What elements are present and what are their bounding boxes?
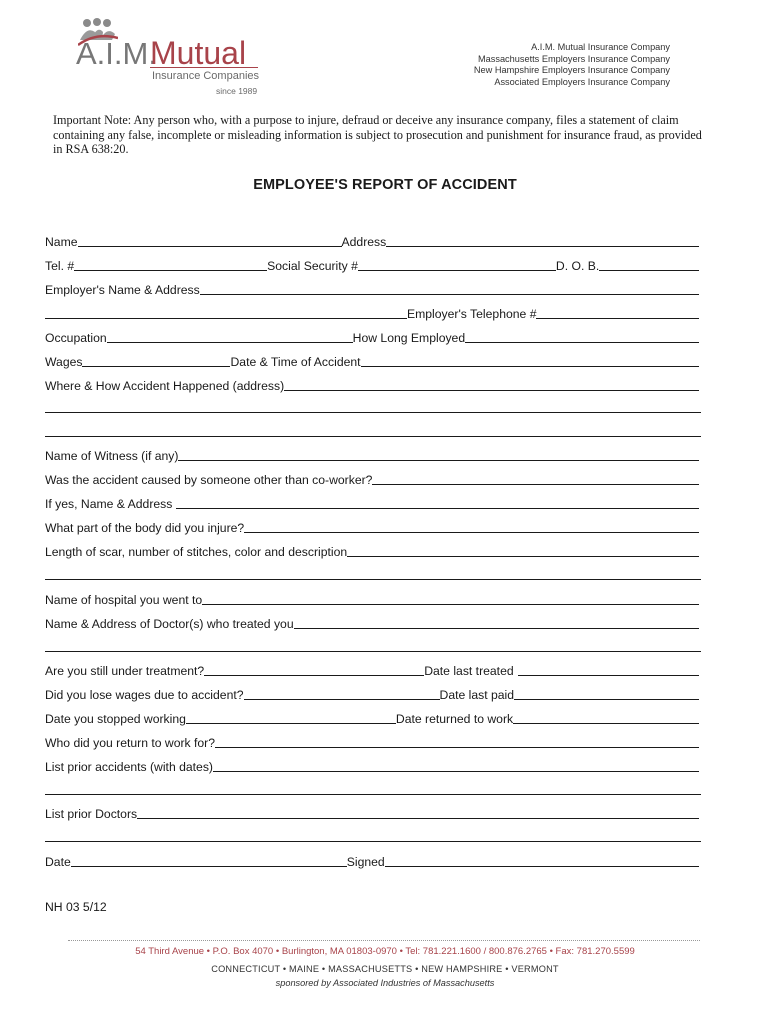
row-lose-wages — [45, 686, 699, 702]
address-label: Address — [341, 235, 387, 249]
occupation-field[interactable] — [107, 342, 353, 343]
where-how-field[interactable] — [284, 390, 699, 391]
row-where-how — [45, 377, 699, 393]
prior-doctors-line-2[interactable] — [45, 841, 701, 842]
caused-by-field[interactable] — [372, 484, 699, 485]
prior-doctors-label: List prior Doctors — [45, 807, 138, 821]
row-date-stopped — [45, 710, 699, 726]
doctors-field[interactable] — [294, 628, 699, 629]
doctors-line-2[interactable] — [45, 651, 701, 652]
date-last-treated-field[interactable] — [518, 675, 699, 676]
witness-label: Name of Witness (if any) — [45, 449, 179, 463]
body-part-label: What part of the body did you injure? — [45, 521, 245, 535]
prior-accidents-field[interactable] — [213, 771, 699, 772]
doctors-label: Name & Address of Doctor(s) who treated you — [45, 617, 294, 631]
form-code: NH 03 5/12 — [45, 900, 107, 914]
company-name: New Hampshire Employers Insurance Company — [473, 65, 670, 75]
row-employer-phone — [45, 305, 699, 321]
company-name: Associated Employers Insurance Company — [494, 76, 670, 87]
witness-field[interactable] — [178, 460, 699, 461]
prior-accidents-label: List prior accidents (with dates) — [45, 760, 213, 774]
row-occupation — [45, 329, 699, 345]
row-if-yes — [45, 495, 699, 511]
footer-states: CONNECTICUT • MAINE • MASSACHUSETTS • NEW HAMPSHIRE • VERMONT — [211, 964, 559, 974]
date-stopped-label: Date you stopped working — [45, 712, 186, 726]
row-date-signed — [45, 853, 699, 869]
tel-field[interactable] — [74, 270, 267, 271]
row-witness — [45, 447, 699, 463]
employer-name-address-label: Employer's Name & Address — [45, 283, 200, 297]
name-field[interactable] — [78, 246, 342, 247]
ssn-label: Social Security # — [267, 259, 358, 273]
name-label: Name — [45, 235, 78, 249]
employer-phone-label: Employer's Telephone # — [407, 307, 537, 321]
date-returned-label: Date returned to work — [395, 712, 514, 726]
wages-field[interactable] — [82, 366, 230, 367]
still-treatment-label: Are you still under treatment? — [45, 664, 205, 678]
occupation-label: Occupation — [45, 331, 107, 345]
signature-field[interactable] — [385, 866, 699, 867]
prior-accidents-line-2[interactable] — [45, 794, 701, 795]
how-long-field[interactable] — [465, 342, 699, 343]
row-employer — [45, 281, 699, 297]
prior-doctors-field[interactable] — [137, 818, 699, 819]
date-time-field[interactable] — [361, 366, 699, 367]
where-how-line-3[interactable] — [45, 436, 701, 437]
date-field[interactable] — [71, 866, 347, 867]
return-for-field[interactable] — [215, 747, 699, 748]
scar-line-2[interactable] — [45, 579, 701, 580]
logo-aim-text: A.I.M. — [76, 36, 157, 71]
row-hospital — [45, 591, 699, 607]
company-list — [474, 42, 670, 88]
where-how-label: Where & How Accident Happened (address) — [45, 379, 285, 393]
row-still-treatment — [45, 662, 699, 678]
dob-field[interactable] — [599, 270, 699, 271]
company-name: A.I.M. Mutual Insurance Company — [531, 42, 670, 52]
tel-label: Tel. # — [45, 259, 75, 273]
date-last-paid-label: Date last paid — [439, 688, 515, 702]
row-doctors — [45, 615, 699, 631]
company-name: Massachusetts Employers Insurance Company — [478, 53, 670, 64]
lose-wages-label: Did you lose wages due to accident? — [45, 688, 244, 702]
footer-address: 54 Third Avenue • P.O. Box 4070 • Burlington, MA 01803-0970 • Tel: 781.221.1600 / 800.876.2765 • Fax: 781.270.5599 — [135, 946, 635, 957]
date-stopped-field[interactable] — [186, 723, 396, 724]
hospital-label: Name of hospital you went to — [45, 593, 203, 607]
logo-mutual-text: Mutual — [150, 35, 247, 71]
footer-sponsor: sponsored by Associated Industries of Massachusetts — [275, 978, 495, 988]
employer-name-address-field[interactable] — [200, 294, 699, 295]
row-prior-accidents — [45, 758, 699, 774]
row-caused-by — [45, 471, 699, 487]
row-tel-ssn-dob — [45, 257, 699, 273]
aim-mutual-logo — [70, 18, 270, 98]
date-last-treated-label: Date last treated — [424, 664, 514, 678]
scar-field[interactable] — [347, 556, 699, 557]
how-long-label: How Long Employed — [352, 331, 466, 345]
logo-divider — [150, 67, 258, 68]
fraud-warning-note: Important Note: Any person who, with a purpose to injure, defraud or deceive any insurance company, files a statement of claim containing any false, incomplete or misleading information is subject to prosecution and punishment for insurance fraud, as provided in RSA 638:20. — [53, 113, 702, 157]
scar-label: Length of scar, number of stitches, color and description — [45, 545, 348, 559]
ssn-field[interactable] — [358, 270, 556, 271]
logo-subtitle: Insurance Companies — [152, 70, 260, 82]
row-return-for — [45, 734, 699, 750]
row-name-address — [45, 233, 699, 249]
date-returned-field[interactable] — [513, 723, 699, 724]
row-prior-doctors — [45, 805, 699, 821]
employer-phone-field[interactable] — [536, 318, 699, 319]
still-treatment-field[interactable] — [204, 675, 424, 676]
if-yes-field[interactable] — [176, 508, 699, 509]
footer-divider — [68, 940, 700, 941]
lose-wages-field[interactable] — [244, 699, 440, 700]
logo-since: since 1989 — [216, 86, 258, 96]
wages-label: Wages — [45, 355, 83, 369]
caused-by-label: Was the accident caused by someone other than co-worker? — [45, 473, 373, 487]
form-title: EMPLOYEE'S REPORT OF ACCIDENT — [253, 177, 517, 193]
address-field[interactable] — [386, 246, 699, 247]
signed-label: Signed — [346, 855, 385, 869]
if-yes-label: If yes, Name & Address — [45, 497, 173, 511]
row-body-part — [45, 519, 699, 535]
date-last-paid-field[interactable] — [514, 699, 699, 700]
hospital-field[interactable] — [202, 604, 699, 605]
date-label: Date — [45, 855, 71, 869]
employer-address-continued-field[interactable] — [45, 318, 407, 319]
row-wages — [45, 353, 699, 369]
return-for-label: Who did you return to work for? — [45, 736, 216, 750]
where-how-line-2[interactable] — [45, 412, 701, 413]
body-part-field[interactable] — [244, 532, 699, 533]
dob-label: D. O. B. — [555, 259, 600, 273]
row-scar — [45, 543, 699, 559]
date-time-label: Date & Time of Accident — [230, 355, 361, 369]
